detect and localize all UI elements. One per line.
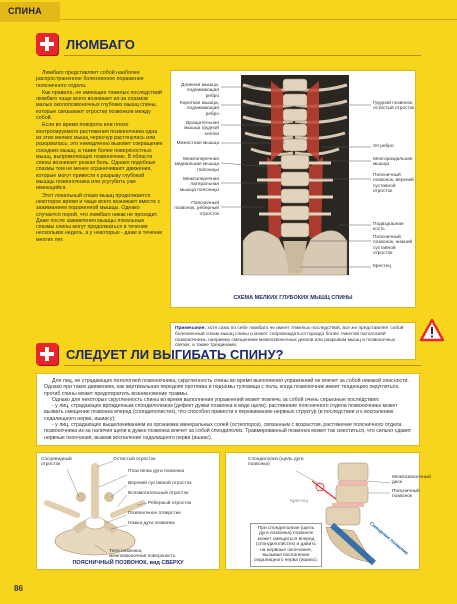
- label-ilium: Подвздошная кость: [373, 222, 404, 233]
- label-mammillary-process: Сосцевидный отросток: [41, 457, 72, 468]
- page-number: 86: [14, 584, 23, 593]
- vertebra-caption: ПОЯСНИЧНЫЙ ПОЗВОНОК, вид СВЕРХУ: [72, 560, 184, 566]
- bending-text-box: [36, 373, 420, 446]
- label-spondylolysis: Спондилолиз (щель дуги позвонка): [248, 457, 304, 468]
- lumbago-rule: [64, 55, 421, 56]
- bending-rule: [64, 365, 421, 366]
- label-rotator-thoracic: Вращательная мышца грудной клетки: [184, 121, 219, 137]
- label-lumbar-costal-process: Поясничный позвонок, реберный отросток: [174, 201, 219, 217]
- label-thoracic-spinous: Грудной позвонок, остистый отросток: [373, 101, 415, 112]
- label-accessory-process: Вспомогательный отросток: [128, 491, 189, 496]
- medical-cross-icon: [36, 33, 58, 55]
- label-lateral-intertransversarii: Межпоперечная латеральная мышца поясницы: [179, 177, 219, 193]
- label-inferior-articular: Поясничный позвонок, нижний суставной отросток: [373, 235, 413, 257]
- label-interspinalis: Межостная мышца: [176, 141, 219, 146]
- paragraph: Для лиц, не страдающих патологией позвоночника, скругленность спины во время выполнения упражнений не влечет за собой никакой опасности. Однако при таких движениях, как вертикальная передняя протяжка и подъемы туловища с пола, когда позвоночник имеет тенденцию округляться, прогиб спины может предотвратить возникновение травмы.: [44, 378, 409, 397]
- bending-title: СЛЕДУЕТ ЛИ ВЫГИБАТЬ СПИНУ?: [66, 347, 284, 362]
- label-lamina: Пластинка дуги позвонка: [128, 469, 185, 474]
- label-pedicle: Ножка дуги позвонка: [128, 521, 175, 526]
- label-xii-rib: XII ребро: [373, 144, 394, 149]
- medical-cross-icon: [36, 343, 58, 365]
- warning-triangle-icon: [420, 318, 444, 342]
- label-lumbar-vertebra: Поясничный позвонок: [392, 489, 420, 500]
- paragraph: Однако для некоторых скругленность спины во время выполнения упражнений может повлечь за собой очень серьезные последствия:: [52, 396, 380, 403]
- note-label: Примечание:: [175, 326, 206, 331]
- label-costal-process: Реберный отросток: [148, 501, 192, 506]
- lumbago-text: [36, 70, 164, 244]
- deep-muscles-figure: [170, 70, 416, 308]
- label-short-rib-levator: Короткая мышца, поднимающая ребро: [179, 101, 219, 117]
- spondylolisthesis-figure: [225, 452, 431, 570]
- paragraph: Этот локальный спазм мышц продолжается некоторое время и чаще всего возникает вместе с зажиманием пораженной мышцы. Однако случается порой, что люмбаго никак не проходит. Даже после заживления мышцы локальные спазмы спины могут продолжаться в течение нескольких недель, а у некоторых - даже в течение многих лет.: [36, 192, 163, 243]
- label-superior-articular-process: Верхний суставной отросток: [128, 481, 192, 486]
- vertebra-figure: [36, 452, 220, 570]
- label-long-rib-levator: Длинная мышца, поднимающая ребро: [181, 83, 219, 99]
- label-spinous-process: Остистый отросток: [113, 457, 156, 462]
- paragraph: - у лиц, страдающих врожденным спондилолизом (дефект дужки позвонка в виде щели), растяжение поясничного отдела позвоночника может вызвать смещение позвонка вперед (спондилолистез), что способно привести к пережиманию нервных структур (в последствии и к воспалению седалищного нерва, ишиасу);: [44, 403, 398, 422]
- paragraph: Как правило, не имеющее тяжелых последствий люмбаго чаще всего возникает из-за спазмов малых околопозвоночных глубоких мышц спины, которые связывают отростки позвонков между собой.: [36, 89, 162, 122]
- figure-caption: СХЕМА МЕЛКИХ ГЛУБОКИХ МЫШЦ СПИНЫ: [233, 295, 353, 301]
- section-rule: [60, 19, 457, 20]
- label-multifidus: Многораздельная мышца: [373, 157, 413, 168]
- label-vertebral-body: Тело позвонка, межпозвоночная поверхность: [109, 549, 176, 560]
- note-text: хотя само по себе люмбаго не имеет тяжелых последствий, все же представляет собой болезненный спазм мышц спины и может сопровождаться гораздо более тяжелой патологией позвоночника, например смещением межпозвоночных дисков или разрывом мышц и позвоночных связок, а также трещинами.: [175, 326, 404, 349]
- label-sacrum: Крестец: [290, 499, 309, 504]
- spondylo-caption: При спондилолизе (щель дуги позвонка) позвонок может смещаться вперед (спондилолистез) и давить на нервные окончания, вызывая воспаление седалищного нерва (ишиас).: [250, 523, 322, 567]
- lumbago-title: ЛЮМБАГО: [66, 37, 135, 52]
- paragraph: Если во время поворота или плохо контролируемого растяжения позвоночника одна из этих мелких мышц чересчур растянулась или разорвалась, это немедленно вызовет сокращение соседних мышц, а также более поверхностных мышц, выпрямляющих позвоночник. В области спины возникает резкая боль. Однако подобные спазмы тем не менее ограничивают движения, которые могут привести к разрыву глубокой мышцы позвоночника или усугубить уже имеющийся.: [36, 122, 163, 192]
- label-sacrum: Крестец: [373, 264, 392, 269]
- label-intervertebral-disc: Межпозвоночный диск: [392, 475, 431, 486]
- section-tag: СПИНА: [0, 2, 60, 22]
- label-vertebral-foramen: Позвоночное отверстие: [128, 511, 181, 516]
- label-vertebra-shift: Смещение позвонка: [368, 521, 409, 557]
- label-superior-articular: Поясничный позвонок, верхний суставной отросток: [373, 173, 414, 195]
- paragraph: Люмбаго представляет собой наиболее распространенное болезненное поражение поясничного отдела.: [36, 70, 144, 89]
- paragraph: - у лиц, страдающих выщелачиванием из организма минеральных солей (остеопороз), связанным с возрастом, растяжение поясничного отдела позвоночника из-за наличия щели в дужке позвонка влечет за собой спондилолиз. Травмированный позвонок может так сместиться, что сильно сдавит нервные окончания, вызвав воспаление седалищного нерва (ишиас).: [44, 422, 412, 441]
- label-medial-intertransversarii: Межпоперечная медиальная мышца поясницы: [174, 157, 219, 173]
